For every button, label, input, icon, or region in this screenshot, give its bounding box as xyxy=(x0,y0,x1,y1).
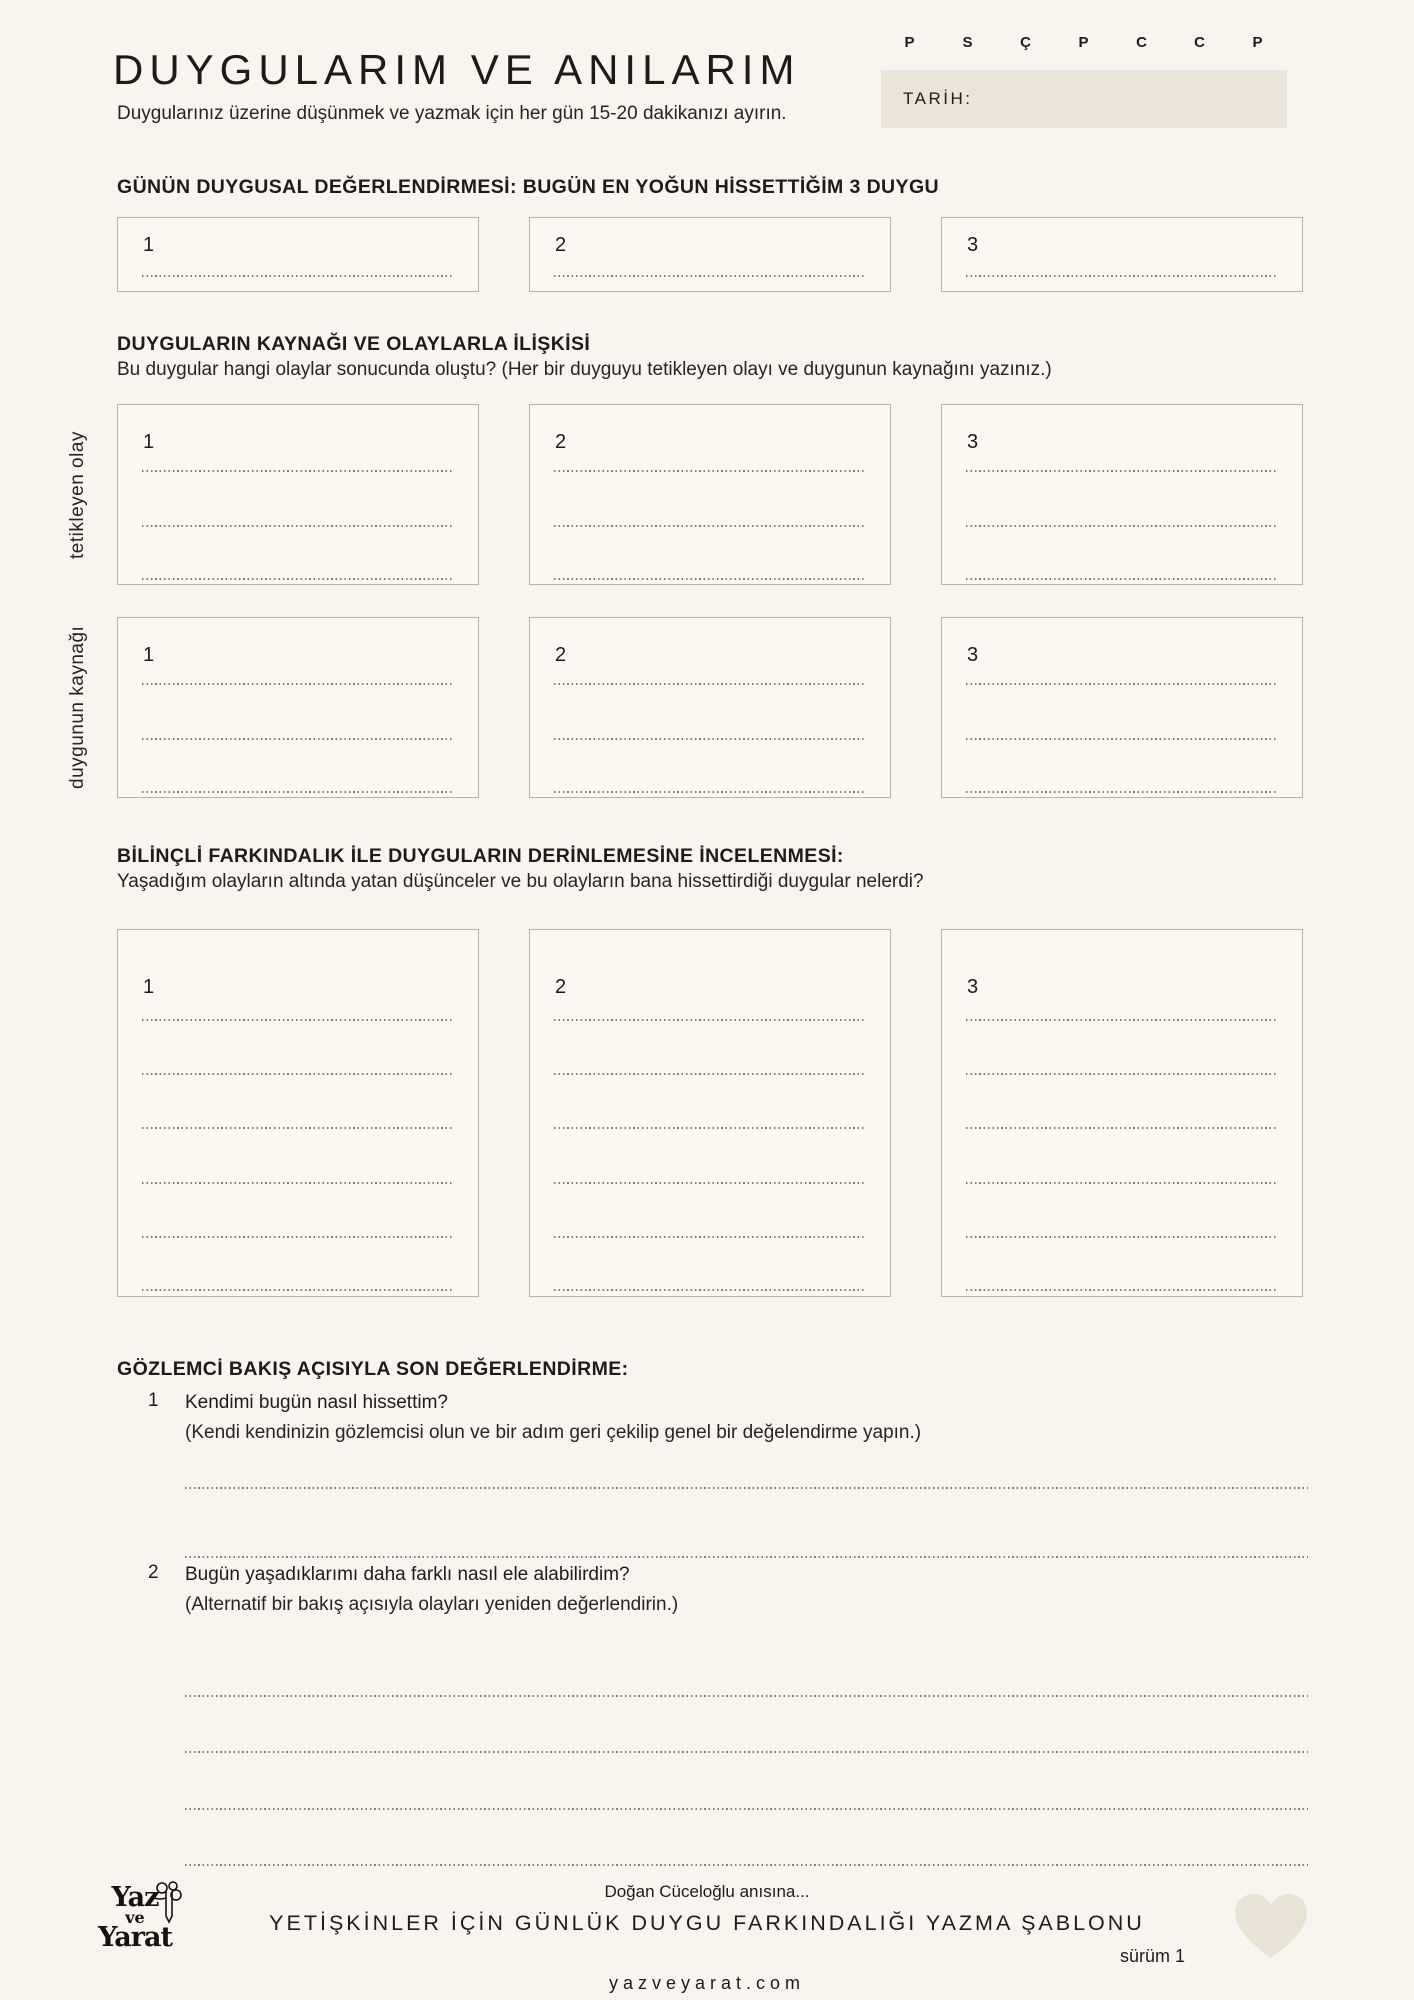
dotted-write-line xyxy=(966,578,1278,580)
box-number: 3 xyxy=(967,234,979,256)
box-number: 3 xyxy=(967,644,979,666)
emotion-box-3[interactable] xyxy=(941,217,1303,292)
weekday-letter-tuesday[interactable]: S xyxy=(962,34,974,51)
dotted-write-line xyxy=(966,1182,1278,1184)
section4-heading: GÖZLEMCİ BAKIŞ AÇISIYLA SON DEĞERLENDİRME: xyxy=(117,1358,629,1380)
dotted-write-line xyxy=(554,1289,866,1291)
dotted-write-line xyxy=(966,683,1278,685)
page-subtitle: Duygularınız üzerine düşünmek ve yazmak için her gün 15-20 dakikanızı ayırın. xyxy=(117,103,787,124)
box-number: 2 xyxy=(555,644,567,666)
dotted-write-line xyxy=(142,275,454,277)
emotion-source-box-1[interactable] xyxy=(117,617,479,798)
logo-line2: ve xyxy=(125,1907,145,1927)
pencil-doodle-icon xyxy=(146,1878,186,1929)
mindfulness-box-1[interactable] xyxy=(117,929,479,1297)
website-link[interactable]: yazveyarat.com xyxy=(608,1973,806,1993)
dotted-write-line xyxy=(554,1019,866,1021)
question2-hint: (Alternatif bir bakış açısıyla olayları yeniden değerlendirin.) xyxy=(185,1594,679,1615)
dotted-write-line xyxy=(966,738,1278,740)
dotted-write-line xyxy=(966,1019,1278,1021)
weekday-letter-friday[interactable]: C xyxy=(1136,34,1148,51)
dotted-write-line xyxy=(142,578,454,580)
box-number: 3 xyxy=(967,976,979,998)
emotion-source-box-3[interactable] xyxy=(941,617,1303,798)
footer-title: YETİŞKİNLER İÇİN GÜNLÜK DUYGU FARKINDALIĞI YAZMA ŞABLONU xyxy=(269,1911,1145,1935)
emotion-boxes-row xyxy=(117,217,1303,292)
question1-number: 1 xyxy=(148,1390,159,1411)
answer-write-line[interactable] xyxy=(185,1864,1308,1866)
section2-heading: DUYGULARIN KAYNAĞI VE OLAYLARLA İLİŞKİSİ xyxy=(117,333,591,355)
section3-heading: BİLİNÇLİ FARKINDALIK İLE DUYGULARIN DERİNLEMESİNE İNCELENMESİ: xyxy=(117,845,844,867)
dotted-write-line xyxy=(142,683,454,685)
answer-write-line[interactable] xyxy=(185,1751,1308,1753)
dotted-write-line xyxy=(142,525,454,527)
answer-write-line[interactable] xyxy=(185,1487,1308,1489)
dotted-write-line xyxy=(966,1073,1278,1075)
dotted-write-line xyxy=(554,1182,866,1184)
dotted-write-line xyxy=(966,1289,1278,1291)
dotted-write-line xyxy=(554,525,866,527)
dotted-write-line xyxy=(142,1182,454,1184)
dotted-write-line xyxy=(554,1073,866,1075)
dotted-write-line xyxy=(554,738,866,740)
dotted-write-line xyxy=(966,791,1278,793)
answer-write-line[interactable] xyxy=(185,1556,1308,1558)
box-number: 1 xyxy=(143,234,155,256)
dotted-write-line xyxy=(142,470,454,472)
dotted-write-line xyxy=(142,1019,454,1021)
weekday-row xyxy=(881,34,1287,60)
question2-number: 2 xyxy=(148,1562,159,1583)
mindfulness-boxes-row xyxy=(117,929,1303,1297)
dotted-write-line xyxy=(554,791,866,793)
weekday-letter-sunday[interactable]: P xyxy=(1252,34,1264,51)
version-label: sürüm 1 xyxy=(1119,1946,1185,1966)
box-number: 1 xyxy=(143,431,155,453)
trigger-event-box-2[interactable] xyxy=(529,404,891,585)
trigger-event-boxes-row xyxy=(117,404,1303,585)
heart-icon xyxy=(1233,1892,1309,1967)
page-title: DUYGULARIM VE ANILARIM xyxy=(113,46,801,93)
weekday-letter-saturday[interactable]: C xyxy=(1194,34,1206,51)
dotted-write-line xyxy=(142,1236,454,1238)
dotted-write-line xyxy=(966,1127,1278,1129)
emotion-source-vertical-label: duygunun kaynağı xyxy=(67,625,88,790)
dotted-write-line xyxy=(142,1289,454,1291)
question1-block xyxy=(185,1392,921,1444)
question1-hint: (Kendi kendinizin gözlemcisi olun ve bir adım geri çekilip genel bir değelendirme yapın.) xyxy=(185,1422,922,1443)
dotted-write-line xyxy=(554,578,866,580)
dotted-write-line xyxy=(554,1236,866,1238)
answer-write-line[interactable] xyxy=(185,1808,1308,1810)
box-number: 1 xyxy=(143,644,155,666)
dotted-write-line xyxy=(142,1073,454,1075)
logo-line1: Yaz xyxy=(111,1882,159,1913)
mindfulness-box-3[interactable] xyxy=(941,929,1303,1297)
box-number: 2 xyxy=(555,234,567,256)
weekday-letter-wednesday[interactable]: Ç xyxy=(1020,34,1032,51)
trigger-event-box-1[interactable] xyxy=(117,404,479,585)
emotion-source-boxes-row xyxy=(117,617,1303,798)
yazveyarat-logo xyxy=(80,1882,190,1953)
dotted-write-line xyxy=(142,1127,454,1129)
date-field[interactable] xyxy=(881,70,1287,128)
weekday-letter-monday[interactable]: P xyxy=(904,34,916,51)
question2-block xyxy=(185,1564,678,1616)
box-number: 1 xyxy=(143,976,155,998)
logo-line3: Yarat xyxy=(98,1921,172,1953)
emotion-source-box-2[interactable] xyxy=(529,617,891,798)
question1-text: Kendimi bugün nasıl hissettim? xyxy=(185,1392,448,1413)
dotted-write-line xyxy=(966,525,1278,527)
dedication-text: Doğan Cüceloğlu anısına... xyxy=(604,1882,810,1901)
dotted-write-line xyxy=(554,470,866,472)
dotted-write-line xyxy=(966,1236,1278,1238)
weekday-letter-thursday[interactable]: P xyxy=(1078,34,1090,51)
dotted-write-line xyxy=(966,275,1278,277)
dotted-write-line xyxy=(142,738,454,740)
emotion-box-1[interactable] xyxy=(117,217,479,292)
section3-subheading: Yaşadığım olayların altında yatan düşünceler ve bu olayların bana hissettirdiği duygular nelerdi? xyxy=(117,871,924,892)
trigger-event-box-3[interactable] xyxy=(941,404,1303,585)
mindfulness-box-2[interactable] xyxy=(529,929,891,1297)
trigger-event-vertical-label: tetikleyen olay xyxy=(67,431,88,559)
section1-heading: GÜNÜN DUYGUSAL DEĞERLENDİRMESİ: BUGÜN EN YOĞUN HİSSETTİĞİM 3 DUYGU xyxy=(117,176,939,198)
dotted-write-line xyxy=(554,1127,866,1129)
answer-write-line[interactable] xyxy=(185,1695,1308,1697)
box-number: 3 xyxy=(967,431,979,453)
emotion-box-2[interactable] xyxy=(529,217,891,292)
date-label: TARİH: xyxy=(903,89,973,108)
dotted-write-line xyxy=(966,470,1278,472)
section2-subheading: Bu duygular hangi olaylar sonucunda oluştu? (Her bir duyguyu tetikleyen olayı ve duygunun kaynağını yazınız.) xyxy=(117,359,1052,380)
dotted-write-line xyxy=(142,791,454,793)
box-number: 2 xyxy=(555,976,567,998)
dotted-write-line xyxy=(554,683,866,685)
box-number: 2 xyxy=(555,431,567,453)
dotted-write-line xyxy=(554,275,866,277)
question2-text: Bugün yaşadıklarımı daha farklı nasıl ele alabilirdim? xyxy=(185,1564,630,1585)
